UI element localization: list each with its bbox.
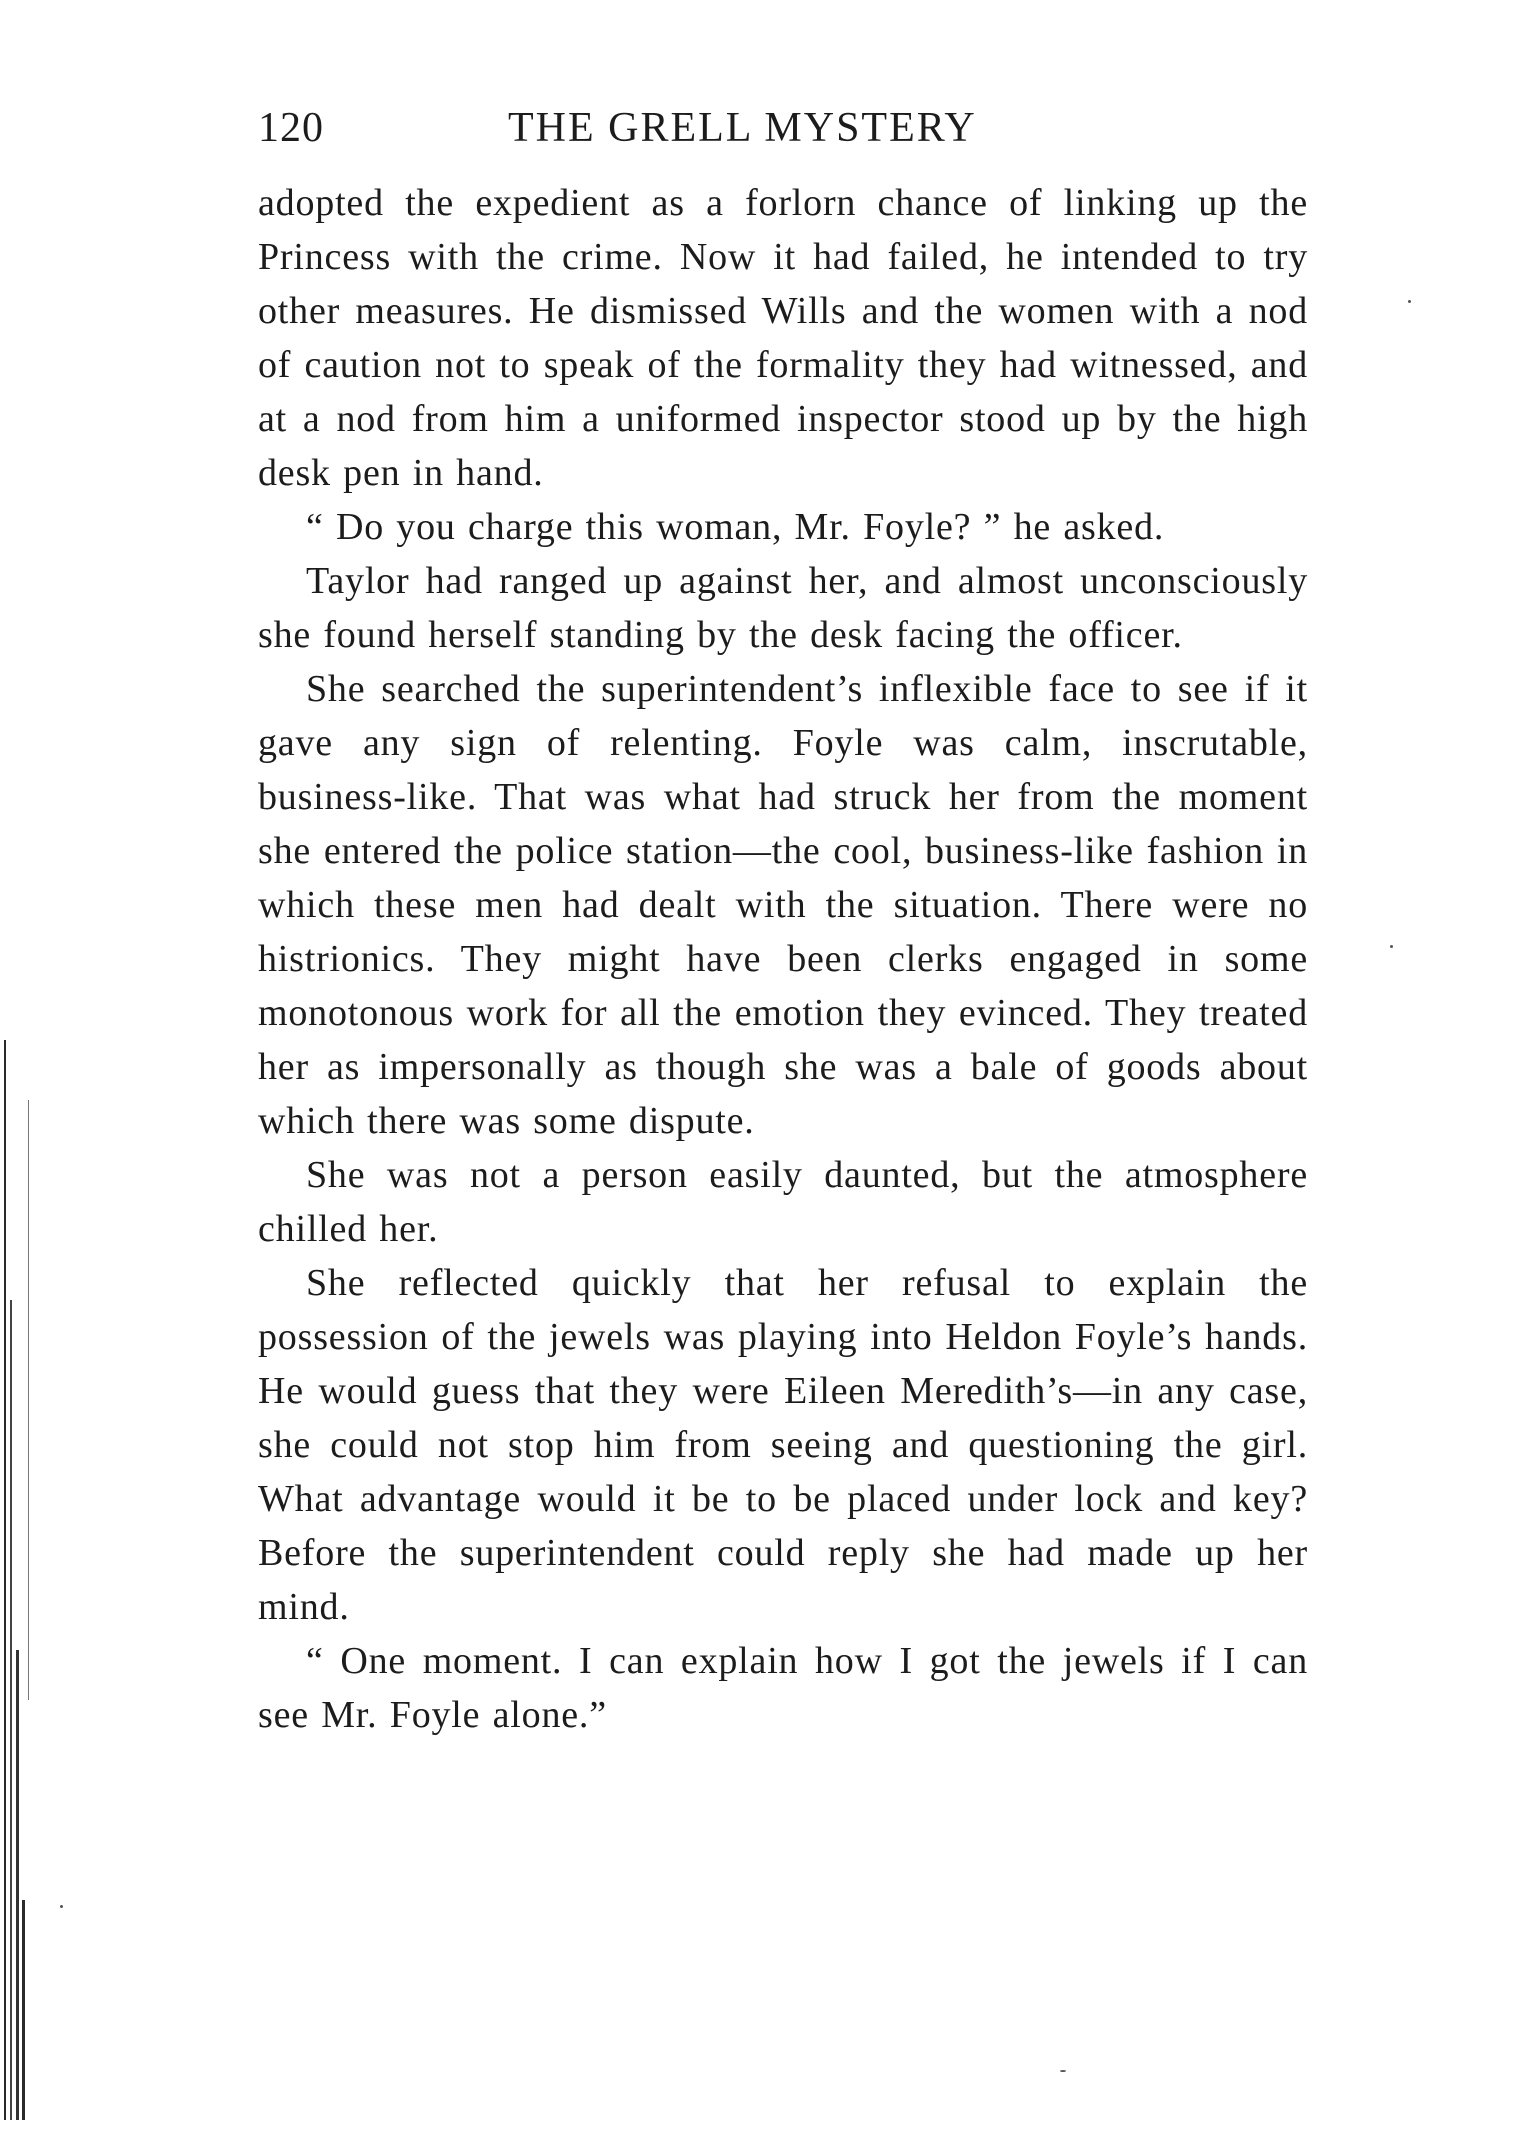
running-head: [258, 98, 1308, 158]
scan-edge-line: [16, 1650, 19, 2120]
paragraph-7: “ One moment. I can explain how I got the jewels if I can see Mr. Foyle alone.”: [258, 1640, 1308, 1736]
scan-edge-line: [4, 1040, 6, 2120]
paragraph-4: She searched the superintendent’s inflexible face to see if it gave any sign of relenting. Foyle was calm, inscrutable, business-like. That was what had struck her from the moment she entered the police station—the cool, business-like fashion in which these men had dealt with the situation. There were no histrionics. They might have been clerks engaged in some monotonous work for all the emotion they evinced. They treated her as impersonally as though she was a bale of goods about which there was some dispute.: [258, 668, 1308, 1142]
scan-edge-line: [10, 1300, 12, 2120]
paragraph-1: adopted the expedient as a forlorn chance of linking up the Princess with the crime. Now it had failed, he intended to try other measures. He dismissed Wills and the women with a nod of caution not to speak of the formality they had witnessed, and at a nod from him a uniformed inspector stood up by the high desk pen in hand.: [258, 182, 1308, 494]
running-title: THE GRELL MYSTERY: [508, 105, 977, 151]
paragraph-6: She reflected quickly that her refusal to explain the possession of the jewels was playing into Heldon Foyle’s hands. He would guess that they were Eileen Meredith’s—in any case, she could not stop him from seeing and questioning the girl. What advantage would it be to be placed under lock and key? Before the superintendent could reply she had made up her mind.: [258, 1262, 1308, 1628]
scan-speck: [1408, 300, 1411, 303]
page-number: 120: [258, 105, 324, 151]
paragraph-2: “ Do you charge this woman, Mr. Foyle? ” he asked.: [306, 506, 1165, 548]
scan-speck: [1390, 945, 1393, 948]
body-text: [258, 176, 1308, 1742]
scan-speck: [60, 1905, 63, 1908]
scan-edge-line: [22, 1900, 25, 2120]
scan-speck: [1060, 2070, 1066, 2072]
paragraph-3: Taylor had ranged up against her, and almost unconsciously she found herself standing by the desk facing the officer.: [258, 560, 1308, 656]
paragraph-5: She was not a person easily daunted, but the atmosphere chilled her.: [258, 1154, 1308, 1250]
scan-edge-line: [28, 1100, 29, 1700]
